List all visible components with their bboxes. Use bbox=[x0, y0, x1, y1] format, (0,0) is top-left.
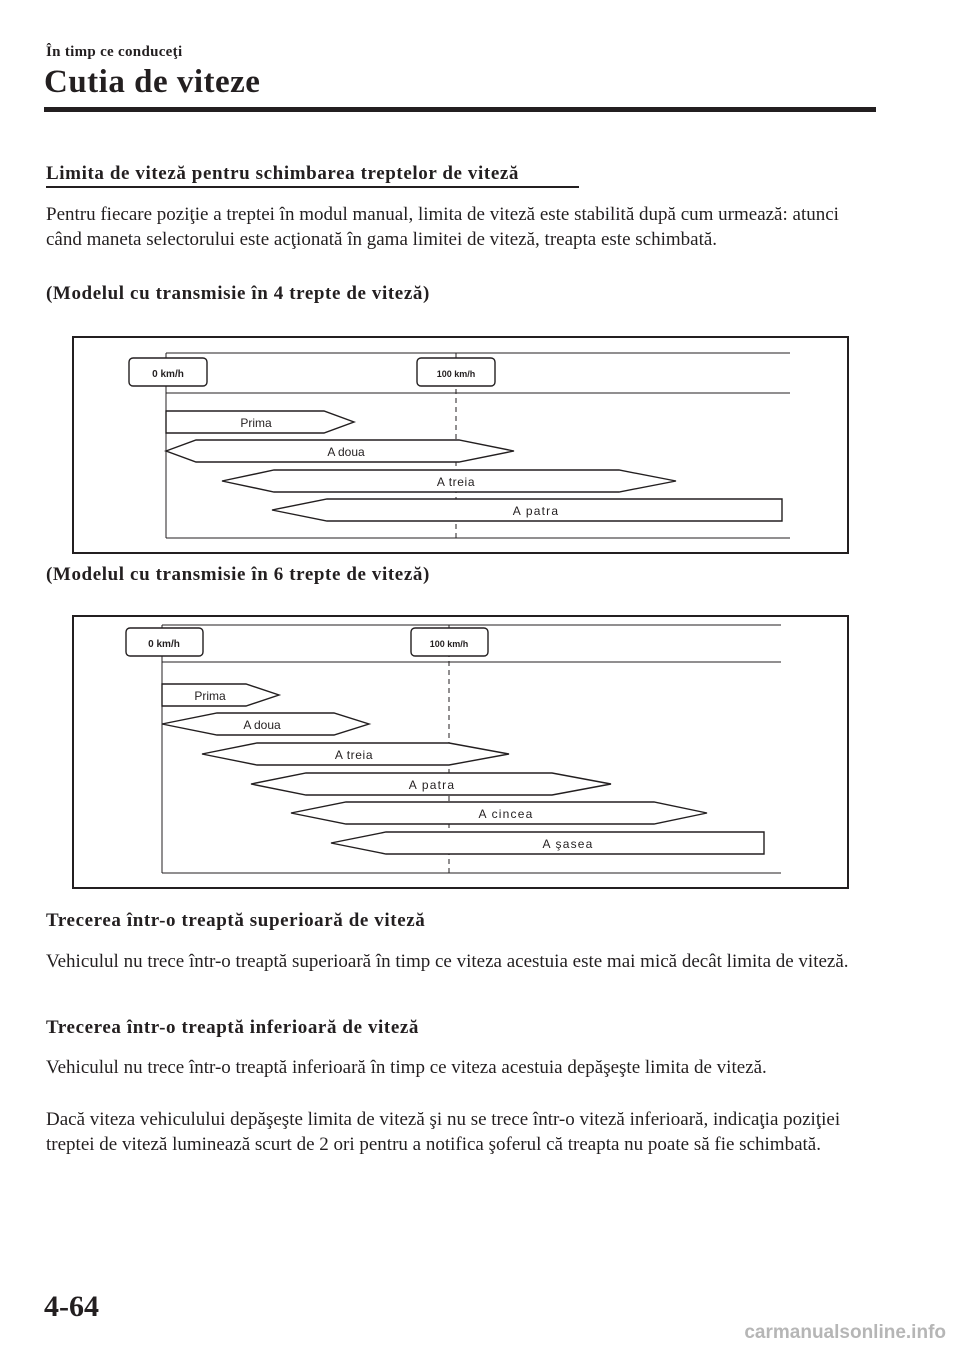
page-title: Cutia de viteze bbox=[44, 64, 261, 100]
gear-label-4: A patra bbox=[408, 778, 456, 792]
page-number: 4-64 bbox=[44, 1290, 99, 1323]
upshift-paragraph: Vehiculul nu trece într-o treaptă superioară în timp ce viteza acestuia este mai mică decât limita de viteză. bbox=[46, 951, 849, 972]
section-heading: Limita de viteză pentru schimbarea treptelor de viteză bbox=[46, 163, 520, 184]
speed-label-mid: 100 km/h bbox=[436, 369, 476, 379]
gear-label-1: Prima bbox=[194, 689, 226, 703]
speed-label-start: 0 km/h bbox=[148, 639, 180, 650]
intro-paragraph: Pentru fiecare poziţie a treptei în modul manual, limita de viteză este stabilită după cum urmează: atunci când maneta selectorului este acţionată în gama limitei de viteză, treapta este schimbată. bbox=[46, 204, 839, 250]
gear-label-4: A patra bbox=[512, 504, 560, 518]
downshift-paragraph-1: Vehiculul nu trece într-o treaptă inferioară în timp ce viteza acestuia depăşeşte limita de viteză. bbox=[46, 1057, 767, 1078]
downshift-heading: Trecerea într-o treaptă inferioară de viteză bbox=[46, 1017, 420, 1038]
header-rule bbox=[44, 107, 876, 112]
speed-label-start: 0 km/h bbox=[152, 369, 184, 380]
speed-label-mid: 100 km/h bbox=[429, 639, 469, 649]
gear-label-6: A şasea bbox=[542, 837, 594, 851]
speed-marker-start bbox=[126, 628, 203, 656]
speed-marker-start bbox=[129, 358, 207, 386]
running-header: În timp ce conduceţi bbox=[46, 44, 183, 60]
gear-label-2: A doua bbox=[243, 718, 281, 732]
diagram4-caption: (Modelul cu transmisie în 4 trepte de viteză) bbox=[46, 283, 430, 304]
diagram6-caption: (Modelul cu transmisie în 6 trepte de viteză) bbox=[46, 564, 430, 585]
diagram-4-speed bbox=[72, 336, 849, 554]
gear-label-3: A treia bbox=[334, 748, 374, 762]
diagram-6-speed bbox=[72, 615, 849, 889]
gear-label-1: Prima bbox=[240, 416, 272, 430]
watermark: carmanualsonline.info bbox=[744, 1322, 946, 1343]
upshift-heading: Trecerea într-o treaptă superioară de viteză bbox=[46, 910, 426, 931]
gear-label-2: A doua bbox=[327, 445, 365, 459]
section-heading-underline bbox=[46, 186, 579, 188]
gear-label-5: A cincea bbox=[478, 807, 534, 821]
speed-marker-mid bbox=[417, 358, 495, 386]
downshift-paragraph-2: Dacă viteza vehiculului depăşeşte limita de viteză şi nu se trece într-o viteză inferioară, indicaţia poziţiei treptei de viteză luminează scurt de 2 ori pentru a notifica şoferul că treapta nu poate să fie schimbată. bbox=[46, 1109, 841, 1155]
speed-marker-mid bbox=[411, 628, 488, 656]
gear-label-3: A treia bbox=[436, 475, 476, 489]
